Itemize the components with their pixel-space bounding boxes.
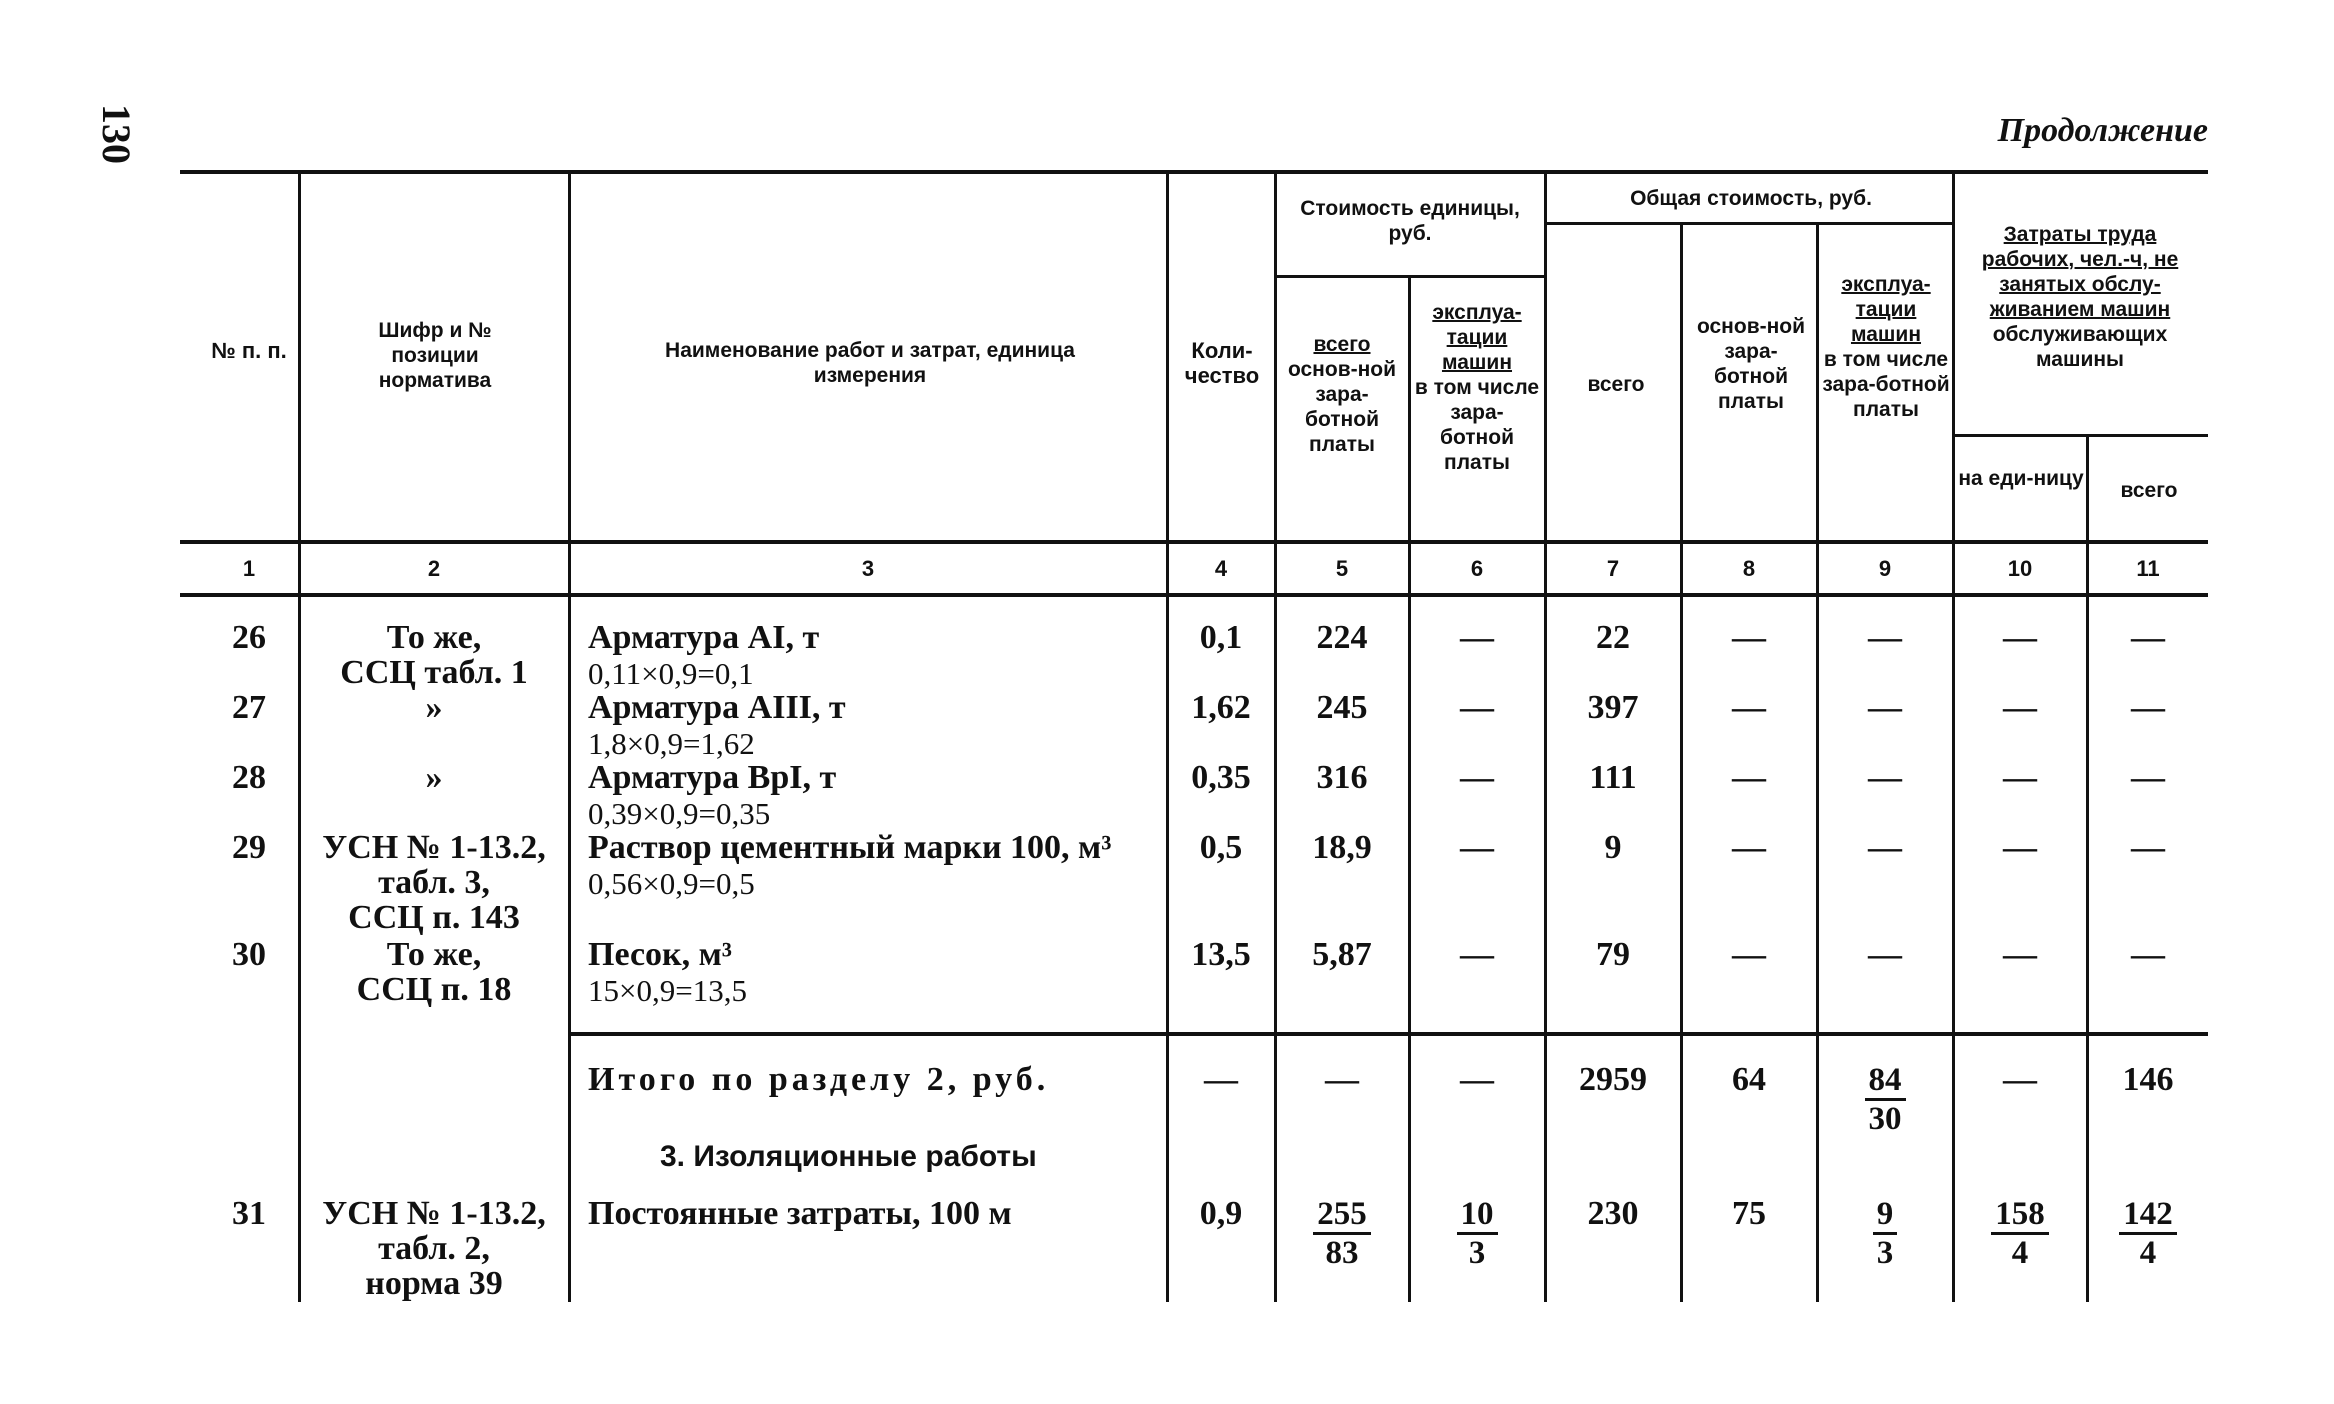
col-rule-1: [298, 170, 301, 1302]
row-c8: —: [1732, 936, 1766, 973]
row-calc: 0,56×0,9=0,5: [588, 866, 755, 901]
row-qty: 0,1: [1199, 619, 1243, 656]
row-c11: —: [2131, 759, 2165, 796]
total-cost-subrule: [1546, 222, 1954, 225]
row-name: Раствор цементный марки 100, м³: [588, 829, 1112, 866]
row-code-line: УСН № 1-13.2,: [322, 1195, 546, 1232]
col-rule-2: [568, 170, 571, 1302]
row-c7: 79: [1596, 936, 1630, 973]
row-number: 29: [232, 829, 266, 866]
subtotal-c8: 64: [1732, 1061, 1766, 1098]
row-c5: 316: [1316, 759, 1368, 796]
column-number: 10: [2007, 556, 2033, 581]
row-calc: 0,39×0,9=0,35: [588, 796, 771, 831]
subtotal-label: Итого по разделу 2, руб.: [588, 1061, 1050, 1098]
row-c11-bottom: 4: [2139, 1235, 2157, 1271]
row-c7: 9: [1604, 829, 1622, 866]
col-rule-9: [1952, 170, 1955, 1302]
row-c10: —: [2003, 689, 2037, 726]
row-c10-top: 158: [1991, 1196, 2049, 1235]
row-c9: —: [1868, 936, 1902, 973]
row-calc: 0,11×0,9=0,1: [588, 656, 754, 691]
row-c8: —: [1732, 689, 1766, 726]
row-number: 30: [232, 936, 266, 973]
row-c10: —: [2003, 759, 2037, 796]
row-c5-bottom: 83: [1325, 1235, 1359, 1271]
row-code-line: норма 39: [365, 1265, 503, 1302]
row-c8: —: [1732, 619, 1766, 656]
header-labor-top: Затраты труда рабочих, чел.-ч, не занятых обслу-живанием машин: [1981, 223, 2179, 321]
row-c10-bottom: 4: [2011, 1235, 2029, 1271]
header-unit-cost-group: Стоимость единицы, руб.: [1300, 197, 1520, 245]
row-c10: —: [2003, 936, 2037, 973]
col-rule-4: [1274, 170, 1277, 1302]
subtotal-c9: [1818, 1062, 1952, 1137]
row-calc: 1,8×0,9=1,62: [588, 726, 755, 761]
row-qty: 0,35: [1191, 759, 1251, 796]
subtotal-c5: —: [1325, 1061, 1359, 1098]
row-c7: 397: [1587, 689, 1639, 726]
row-name: Песок, м³: [588, 936, 732, 973]
row-c6: —: [1460, 689, 1494, 726]
row-qty: 0,5: [1199, 829, 1243, 866]
header-col5-top: всего: [1313, 333, 1371, 356]
column-number: 8: [1742, 556, 1756, 581]
row-number: 26: [232, 619, 266, 656]
row-c9-bottom: 3: [1876, 1235, 1894, 1271]
header-col11: всего: [2120, 479, 2178, 502]
row-code-line: табл. 2,: [378, 1230, 490, 1267]
row-c5: 245: [1316, 689, 1368, 726]
row-number: 28: [232, 759, 266, 796]
column-number: 2: [427, 556, 441, 581]
subtotal-c7: 2959: [1579, 1061, 1647, 1098]
row-c5: 5,87: [1312, 936, 1372, 973]
col-rule-3: [1166, 170, 1169, 1302]
row-code-line: »: [425, 759, 443, 796]
column-number: 1: [242, 556, 256, 581]
column-number: 9: [1878, 556, 1892, 581]
row-c11: [2088, 1196, 2208, 1271]
header-labor-group: [1958, 222, 2202, 372]
row-c9: —: [1868, 619, 1902, 656]
row-c8: —: [1732, 759, 1766, 796]
header-col6-bottom: в том числе зара-ботной платы: [1414, 376, 1540, 474]
row-c6-bottom: 3: [1468, 1235, 1486, 1271]
row-c6: [1410, 1196, 1544, 1271]
column-number-rule: [180, 593, 2208, 597]
row-name: Арматура BpI, т: [588, 759, 837, 796]
row-c10: —: [2003, 829, 2037, 866]
row-c6: —: [1460, 759, 1494, 796]
header-col2: Шифр и № позиции норматива: [378, 319, 492, 392]
header-col1: № п. п.: [211, 338, 287, 363]
row-qty: 13,5: [1191, 936, 1251, 973]
row-qty: 0,9: [1199, 1195, 1243, 1232]
unit-cost-subrule: [1276, 275, 1546, 278]
row-c5: 224: [1316, 619, 1368, 656]
header-col3: Наименование работ и затрат, единица измерения: [665, 339, 1075, 387]
header-col7: всего: [1587, 373, 1645, 396]
row-c10: —: [2003, 619, 2037, 656]
subtotal-qty: —: [1204, 1061, 1238, 1098]
row-c7: 230: [1587, 1195, 1639, 1232]
row-calc: 15×0,9=13,5: [588, 973, 747, 1008]
header-col9-top: эксплуа-тации машин: [1841, 273, 1931, 346]
header-col6-top: эксплуа-тации машин: [1432, 301, 1522, 374]
row-code-line: УСН № 1-13.2,: [322, 829, 546, 866]
row-qty: 1,62: [1191, 689, 1251, 726]
table-top-rule: [180, 170, 2208, 174]
row-c5-top: 255: [1313, 1196, 1371, 1235]
row-c11: —: [2131, 829, 2165, 866]
row-code-line: ССЦ п. 143: [348, 899, 520, 936]
column-number: 5: [1335, 556, 1349, 581]
column-number: 3: [861, 556, 875, 581]
row-code-line: ССЦ табл. 1: [340, 654, 528, 691]
subtotal-c6: —: [1460, 1061, 1494, 1098]
header-bottom-rule: [180, 540, 2208, 544]
row-code-line: ССЦ п. 18: [356, 971, 512, 1008]
subtotal-rule: [570, 1032, 2208, 1036]
row-c5: 18,9: [1312, 829, 1372, 866]
header-col8: основ-ной зара-ботной платы: [1696, 315, 1806, 413]
subtotal-c10: —: [2003, 1061, 2037, 1098]
labor-subrule: [1954, 434, 2208, 437]
row-name: Арматура AI, т: [588, 619, 820, 656]
header-col5: [1280, 332, 1404, 457]
header-col9: [1822, 272, 1950, 422]
row-c11: —: [2131, 936, 2165, 973]
column-number: 4: [1214, 556, 1228, 581]
continuation-label: Продолжение: [1997, 112, 2208, 149]
row-c10: [1954, 1196, 2086, 1271]
header-labor-bottom: обслуживающих машины: [1992, 323, 2168, 371]
row-c8: 75: [1732, 1195, 1766, 1232]
row-c11: —: [2131, 689, 2165, 726]
subtotal-c9-top: 84: [1865, 1062, 1906, 1101]
subtotal-c11: 146: [2122, 1061, 2174, 1098]
row-number: 31: [232, 1195, 266, 1232]
row-c6: —: [1460, 936, 1494, 973]
row-c9: —: [1868, 829, 1902, 866]
header-col9-bottom: в том числе зара-ботной платы: [1822, 348, 1950, 421]
row-code-line: То же,: [386, 936, 482, 973]
row-c6-top: 10: [1457, 1196, 1498, 1235]
header-col6: [1414, 300, 1540, 475]
header-col5-bottom: основ-ной зара-ботной платы: [1287, 358, 1397, 456]
column-number: 6: [1470, 556, 1484, 581]
row-name: Постоянные затраты, 100 м: [588, 1195, 1012, 1232]
row-c7: 22: [1596, 619, 1630, 656]
row-code-line: »: [425, 689, 443, 726]
row-name: Арматура AIII, т: [588, 689, 846, 726]
row-c11-top: 142: [2119, 1196, 2177, 1235]
section-title: 3. Изоляционные работы: [660, 1140, 1037, 1173]
row-code-line: То же,: [386, 619, 482, 656]
row-c11: —: [2131, 619, 2165, 656]
row-code-line: табл. 3,: [378, 864, 490, 901]
row-c8: —: [1732, 829, 1766, 866]
row-c9-top: 9: [1873, 1196, 1898, 1235]
row-c5: [1276, 1196, 1408, 1271]
row-number: 27: [232, 689, 266, 726]
header-total-cost-group: Общая стоимость, руб.: [1630, 187, 1872, 210]
row-c9: —: [1868, 689, 1902, 726]
row-c6: —: [1460, 619, 1494, 656]
header-col10: на еди-ницу: [1958, 467, 2084, 490]
row-c9: —: [1868, 759, 1902, 796]
column-number: 7: [1606, 556, 1620, 581]
subtotal-c9-bottom: 30: [1868, 1101, 1902, 1137]
row-c9: [1818, 1196, 1952, 1271]
col-rule-6: [1544, 170, 1547, 1302]
page-number: 130: [94, 104, 139, 164]
column-number: 11: [2136, 556, 2160, 581]
row-c7: 111: [1589, 759, 1637, 796]
header-col4: Коли-чество: [1184, 338, 1260, 388]
row-c6: —: [1460, 829, 1494, 866]
